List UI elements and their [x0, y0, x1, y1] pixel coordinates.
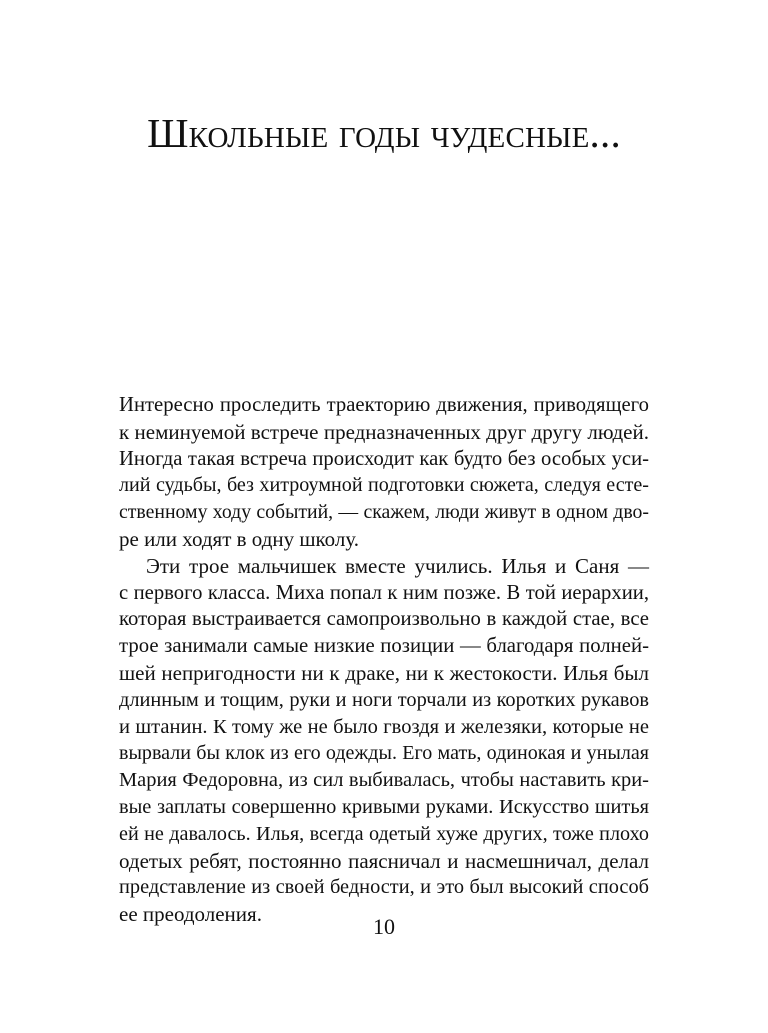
text-line: которая выстраивается самопроизвольно в каждой стае, все — [119, 608, 649, 631]
text-line: Мария Федоровна, из сил выбивалась, чтобы наставить кри- — [119, 769, 649, 792]
paragraph-2 — [119, 553, 649, 928]
text-line: ственному ходу событий, — скажем, люди живут в одном дво- — [119, 501, 649, 524]
text-line: лий судьбы, без хитроумной подготовки сюжета, следуя есте- — [119, 474, 649, 497]
text-line: шей непригодности ни к драке, ни к жестокости. Илья был — [119, 660, 649, 685]
text-line: ее преодоления. — [119, 902, 262, 927]
text-line: Эти трое мальчишек вместе учились. Илья и Саня — — [146, 553, 649, 578]
text-line: одетых ребят, постоянно паясничал и насмешничал, делал — [119, 848, 649, 873]
text-line: ей не давалось. Илья, всегда одетый хуже других, тоже плохо — [119, 822, 649, 845]
page-number: 10 — [373, 914, 395, 939]
text-line: длинным и тощим, руки и ноги торчали из коротких рукавов — [119, 688, 649, 711]
text-line: Интересно проследить траекторию движения, приводящего — [119, 394, 649, 416]
body-text — [119, 392, 649, 928]
text-line: вырвали бы клок из его одежды. Его мать, одинокая и унылая — [119, 742, 649, 765]
text-line: ре или ходят в одну школу. — [119, 526, 360, 551]
text-line: трое занимали самые низкие позиции — благодаря полней- — [119, 635, 649, 658]
chapter-title: Школьные годы чудесные... — [147, 110, 621, 157]
text-line: Иногда такая встреча происходит как будто без особых уси- — [119, 447, 649, 470]
text-line: вые заплаты совершенно кривыми руками. Искусство шитья — [119, 795, 649, 818]
text-line: к неминуемой встрече предназначенных друг другу людей. — [119, 419, 649, 444]
text-line: и штанин. К тому же не было гвоздя и железяки, которые не — [119, 715, 649, 738]
text-line: с первого класса. Миха попал к ним позже. В той иерархии, — [119, 581, 649, 604]
paragraph-1 — [119, 392, 649, 553]
text-line: представление из своей бедности, и это был высокий способ — [119, 876, 649, 899]
